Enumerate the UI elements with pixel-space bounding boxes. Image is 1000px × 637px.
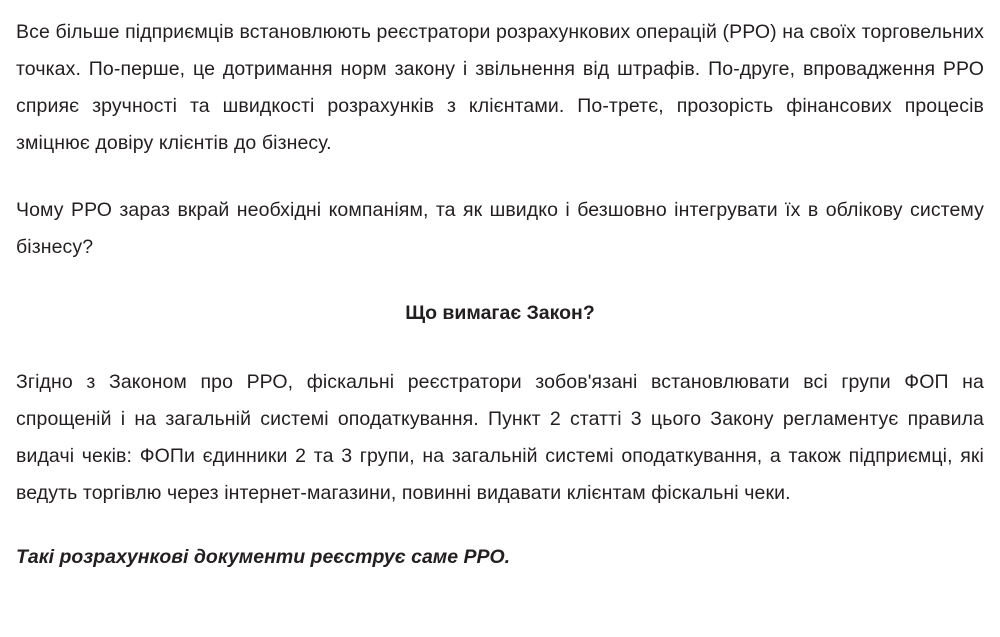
paragraph-question: Чому РРО зараз вкрай необхідні компаніям, та як швидко і безшовно інтегрувати їх в облікову систему бізнесу? [16, 199, 984, 258]
paragraph-law-body: Згідно з Законом про РРО, фіскальні реєстратори зобов'язані встановлювати всі групи ФОП на спрощеній і на загальній системі оподаткування. Пункт 2 статті 3 цього Закону регламентує правила видачі чеків: ФОПи єдинники 2 та 3 групи, на загальній системі оподаткування, а також підприємці, які ведуть торгівлю через інтернет-магазини, повинні видавати клієнтам фіскальні чеки. [16, 371, 984, 504]
section-heading-law: Що вимагає Закон? [405, 302, 595, 324]
paragraph-closing-emphasis: Такі розрахункові документи реєструє саме РРО. [16, 546, 511, 568]
paragraph-intro: Все більше підприємців встановлюють реєстратори розрахункових операцій (РРО) на своїх торговельних точках. По-перше, це дотримання норм закону і звільнення від штрафів. По-друге, впровадження РРО сприяє зручності та швидкості розрахунків з клієнтами. По-третє, прозорість фінансових процесів зміцнює довіру клієнтів до бізнесу. [16, 21, 984, 154]
